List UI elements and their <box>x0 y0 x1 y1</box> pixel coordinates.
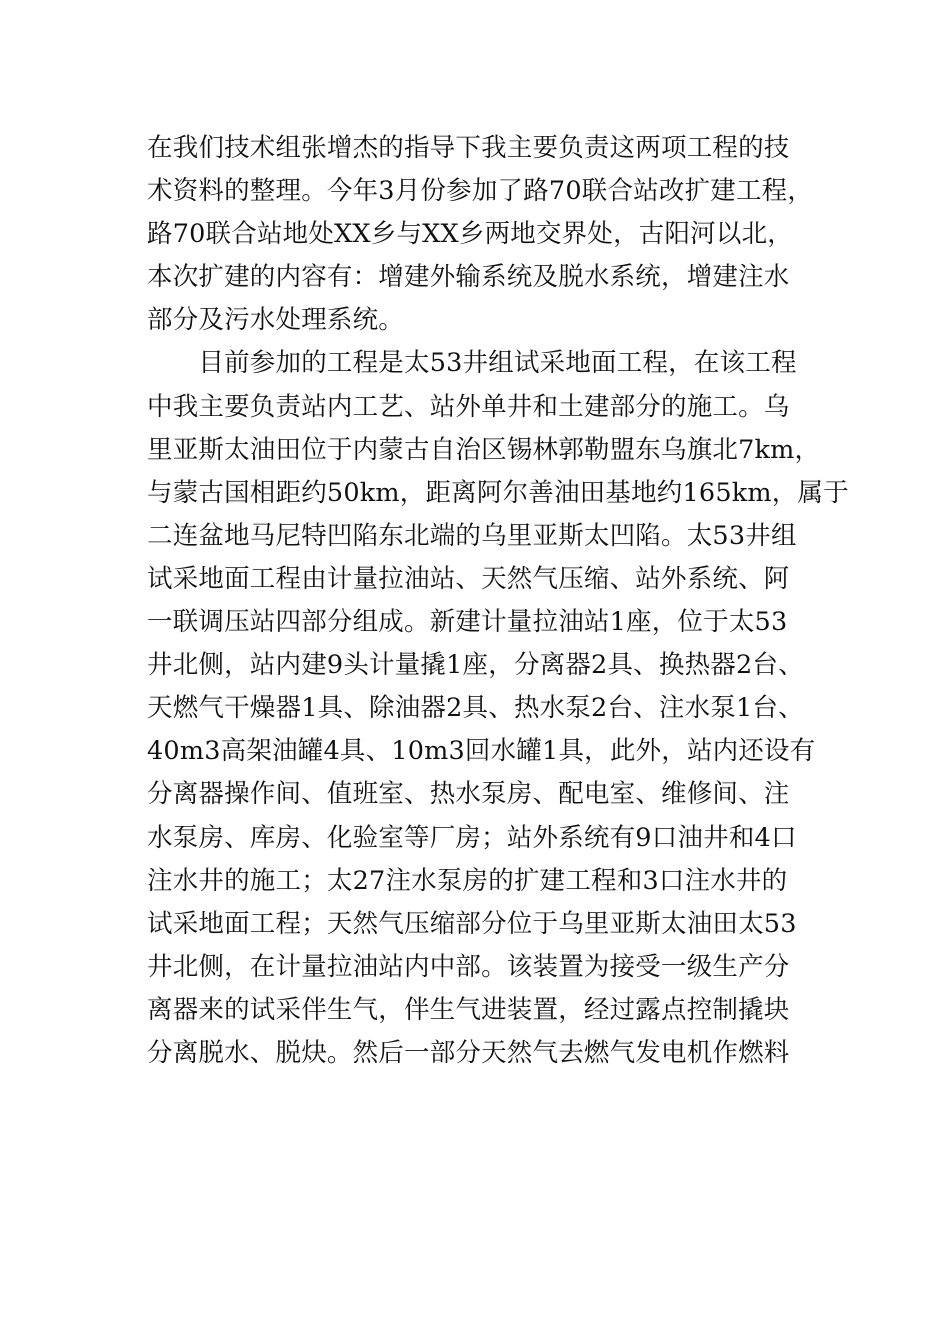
text-line: 井北侧，站内建9头计量撬1座，分离器2具、换热器2台、 <box>147 650 804 681</box>
text-line: 与蒙古国相距约50km，距离阿尔善油田基地约165km，属于 <box>147 477 849 508</box>
text-line: 路70联合站地处XX乡与XX乡两地交界处，古阳河以北， <box>147 219 793 250</box>
body-text <box>147 127 847 1075</box>
text-line: 试采地面工程由计量拉油站、天然气压缩、站外系统、阿 <box>147 563 790 594</box>
text-line: 本次扩建的内容有：增建外输系统及脱水系统，增建注水 <box>147 262 790 293</box>
text-line: 中我主要负责站内工艺、站外单井和土建部分的施工。乌 <box>147 391 790 422</box>
text-line: 部分及污水处理系统。 <box>147 305 405 336</box>
text-line: 目前参加的工程是太53井组试采地面工程，在该工程 <box>147 348 797 379</box>
text-line: 分离器操作间、值班室、热水泵房、配电室、维修间、注 <box>147 779 790 810</box>
text-line: 天燃气干燥器1具、除油器2具、热水泵2台、注水泵1台、 <box>147 693 804 724</box>
text-line: 里亚斯太油田位于内蒙古自治区锡林郭勒盟东乌旗北7km， <box>147 434 821 465</box>
text-line: 二连盆地马尼特凹陷东北端的乌里亚斯太凹陷。太53井组 <box>147 520 797 551</box>
text-line: 一联调压站四部分组成。新建计量拉油站1座，位于太53 <box>147 607 788 638</box>
text-line: 注水井的施工；太27注水泵房的扩建工程和3口注水井的 <box>147 865 788 896</box>
text-line: 在我们技术组张增杰的指导下我主要负责这两项工程的技 <box>147 133 790 163</box>
text-line: 40m3高架油罐4具、10m3回水罐1具，此外，站内还设有 <box>147 736 816 767</box>
text-line: 术资料的整理。今年3月份参加了路70联合站改扩建工程， <box>147 176 814 207</box>
text-line: 离器来的试采伴生气，伴生气进装置，经过露点控制撬块 <box>147 994 790 1025</box>
text-line: 分离脱水、脱炔。然后一部分天然气去燃气发电机作燃料 <box>147 1037 790 1068</box>
text-line: 井北侧，在计量拉油站内中部。该装置为接受一级生产分 <box>147 951 790 982</box>
text-line: 水泵房、库房、化验室等厂房；站外系统有9口油井和4口 <box>147 822 797 853</box>
text-line: 试采地面工程；天然气压缩部分位于乌里亚斯太油田太53 <box>147 908 797 939</box>
